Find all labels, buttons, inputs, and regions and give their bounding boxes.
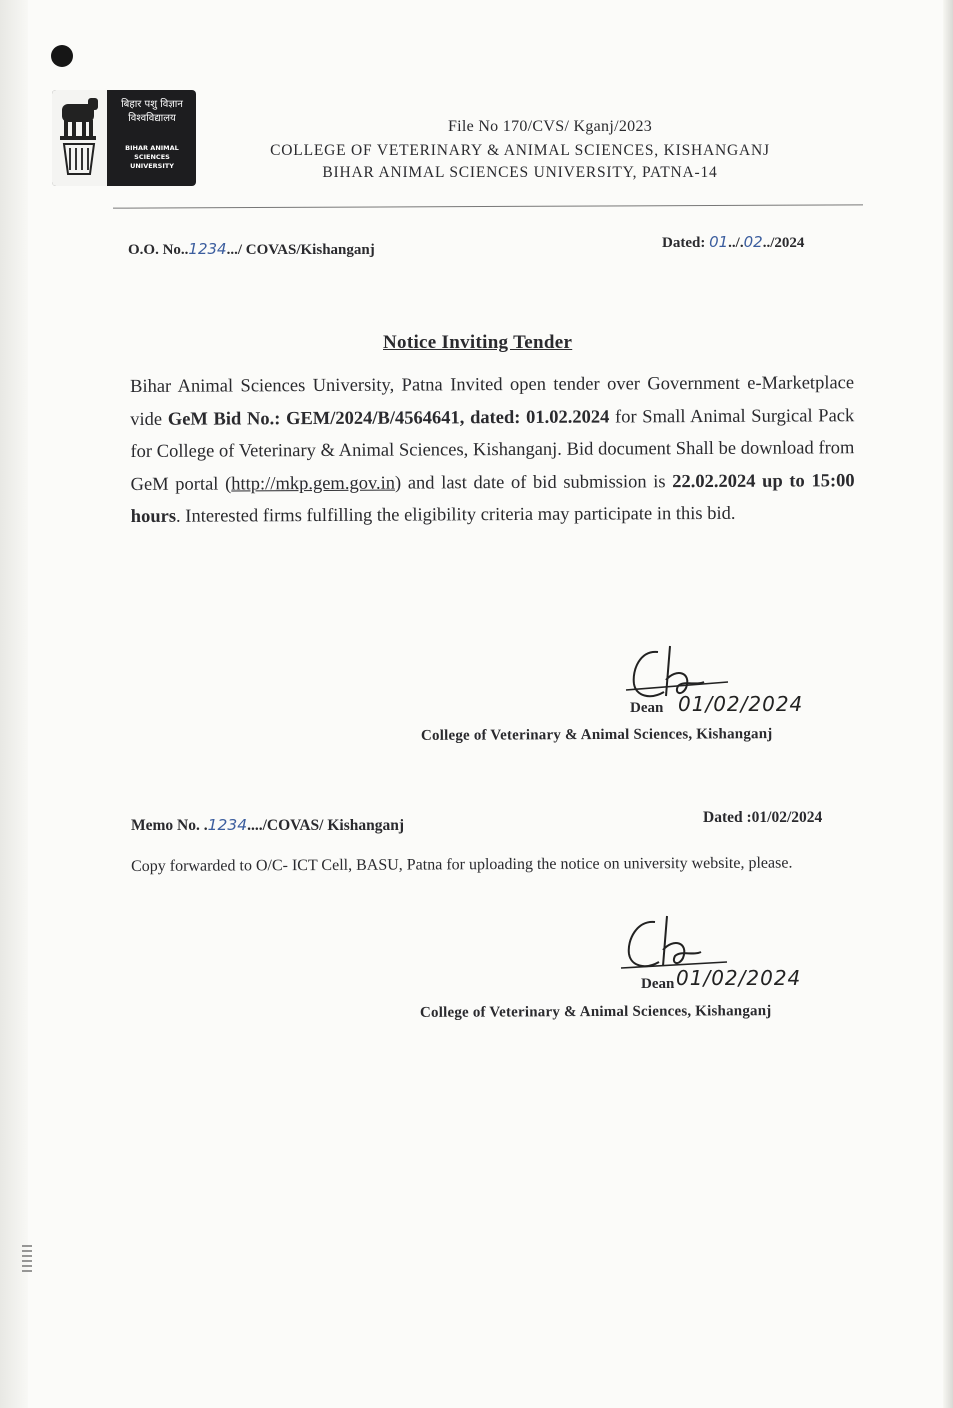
letterhead [200, 118, 840, 182]
file-number: File No 170/CVS/ Kganj/2023 [447, 118, 653, 135]
memo-date: Dated :01/02/2024 [703, 809, 823, 826]
signatory-college-2: College of Veterinary & Animal Sciences, Kishanganj [419, 1003, 772, 1021]
logo-hindi-line2: विश्वविद्यालय [128, 113, 176, 124]
cow-emblem-icon [52, 90, 107, 186]
oo-number-handwritten: 1234 [188, 240, 227, 258]
memo-prefix: Memo No. . [131, 817, 208, 834]
dean-title-1: Dean [630, 700, 664, 716]
bid-number: GeM Bid No.: GEM/2024/B/4564641, dated: 01.02.2024 [167, 406, 610, 430]
copy-forwarded-text: Copy forwarded to O/C- ICT Cell, BASU, Patna for uploading the notice on university website, please. [131, 854, 793, 875]
header-divider [113, 204, 863, 208]
dated-label: Dated: [662, 235, 710, 251]
memo-number [131, 816, 404, 835]
oo-suffix: .../ COVAS/Kishanganj [226, 242, 375, 258]
scan-specks [22, 1245, 32, 1275]
signature-date-2: 01/02/2024 [676, 966, 802, 990]
notice-body [130, 367, 855, 533]
memo-number-handwritten: 1234 [207, 816, 248, 834]
oo-prefix: O.O. No.. [128, 242, 189, 258]
dean-title-2: Dean [641, 976, 675, 992]
university-logo [52, 90, 196, 186]
logo-emblem [52, 90, 107, 186]
punch-hole [51, 45, 73, 67]
college-name: COLLEGE OF VETERINARY & ANIMAL SCIENCES, KISHANGANJ [270, 142, 770, 159]
logo-hindi-line1: बिहार पशु विज्ञान [121, 99, 183, 110]
gem-portal-link[interactable]: http://mkp.gem.gov.in [231, 473, 396, 494]
notice-text-1: Bihar Animal Sciences University, Patna Invited open tender over Government e-Marketplace vide [130, 373, 855, 430]
dated-day-handwritten: 01 [709, 233, 729, 251]
page-edge-right [943, 0, 953, 1408]
office-order-number [128, 240, 375, 259]
memo-suffix: ..../COVAS/ Kishanganj [247, 817, 404, 834]
logo-english-line1: BIHAR ANIMAL SCIENCES [125, 144, 179, 161]
dated-sep: ../. [728, 235, 744, 251]
bid-deadline: 22.02.2024 up to 15:00 hours [130, 470, 855, 527]
signature-date-1: 01/02/2024 [678, 692, 804, 716]
dated-year: ../2024 [762, 235, 805, 251]
notice-text-2: for Small Animal Surgical Pack for College of Veterinary & Animal Sciences, Kishanganj. Bid document Shall be download from GeM portal ( [130, 405, 855, 495]
order-date [662, 233, 804, 252]
page-edge-left [0, 0, 28, 1408]
notice-text-3: ) and last date of bid submission is [394, 471, 673, 494]
logo-english-line2: UNIVERSITY [130, 162, 174, 170]
signatory-college-1: College of Veterinary & Animal Sciences, Kishanganj [420, 726, 773, 744]
university-name: BIHAR ANIMAL SCIENCES UNIVERSITY, PATNA-14 [322, 164, 718, 181]
notice-text-4: . Interested firms fulfilling the eligibility criteria may participate in this bid. [175, 503, 736, 527]
notice-title: Notice Inviting Tender [383, 332, 573, 353]
dated-month-handwritten: 02 [743, 233, 763, 251]
